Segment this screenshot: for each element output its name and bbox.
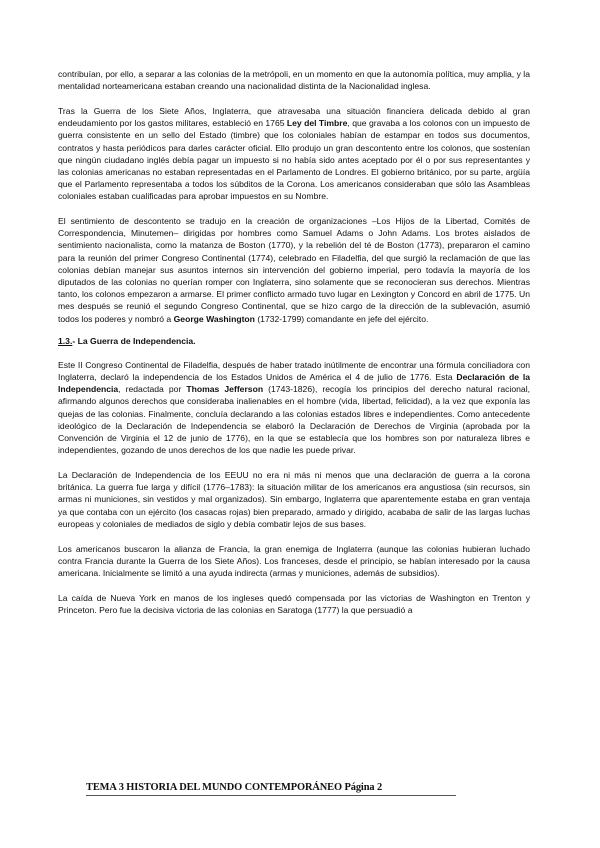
paragraph-4-text-c: , redactada por xyxy=(118,384,187,395)
page-footer: TEMA 3 HISTORIA DEL MUNDO CONTEMPORÁNEO Página 2 xyxy=(86,782,383,793)
paragraph-2-text-c: , que gravaba a los colonos con un impuesto de guerra consistente en un sello del Estado (timbre) que los coloniales habían de estampar en todos sus documentos, contratos y hasta periódicos para darles carácter oficial. Ello produjo un gran descontento entre los colonos, que sostenían que ningún ciudadano inglés debía pagar un impuesto si no había sido antes aceptado por él o por sus representantes y las colonias americanas no estaban representadas en el Parlamento de Londres. El gobierno británico, por su parte, argüía que el Parlamento representaba a todos los súbditos de la Corona. Los americanos consideraban que sólo las Asambleas coloniales estaban cualificadas para aprobar impuestos en su Nombre. xyxy=(58,118,530,202)
paragraph-3-text-a: El sentimiento de descontento se tradujo en la creación de organizaciones –Los Hijos de la Libertad, Comités de Correspondencia, Minutemen– dirigidas por hombres como Samuel Adams o John Adams. Los brotes aislados de sentimiento nacionalista, como la matanza de Boston (1770), y la rebelión del té de Boston (1773), prepararon el camino para la reunión del primer Congreso Continental (1774), celebrado en Filadelfia, del que surgió la reclamación de que las colonias debían manejar sus asuntos internos sin intervención del gobierno imperial, pero todavía la mayoría de los diputados de las colonias no querían romper con Inglaterra, sino solamente que se reconocieran sus derechos. Mientras tanto, los colonos empezaron a armarse. El primer conflicto armado tuvo lugar en Lexington y Concord en abril de 1775. Un mes después se reunió el segundo Congreso Continental, que se hizo cargo de la dirección de la sublevación, asumió todos los poderes y nombró a xyxy=(58,216,530,324)
section-heading xyxy=(58,335,530,347)
paragraph-1: contribuían, por ello, a separar a las colonias de la metrópoli, en un momento en que la autonomía política, muy amplia, y la mentalidad norteamericana estaban creando una nacionalidad distinta de la Nacionalidad inglesa. xyxy=(58,69,530,92)
section-number: 1.3. xyxy=(58,335,73,346)
paragraph-2 xyxy=(58,105,530,203)
paragraph-5: La Declaración de Independencia de los EEUU no era ni más ni menos que una declaración de guerra a la corona británica. La guerra fue larga y difícil (1776–1783): la situación militar de los americanos era angustiosa (sin recursos, sin armas ni municiones, sin vestidos y mal organizados). Sin embargo, Inglaterra que aparentemente estaba en gran ventaja ya que contaba con un ejército (los casacas rojas) bien preparado, armado y dirigido, acababa de salir de las largas luchas europeas y coloniales de mediados de siglo y debía combatir lejos de sus bases. xyxy=(58,469,530,529)
paragraph-4-text-e: (1743-1826), recogía los principios del derecho natural racional, afirmando algunos derechos que consideraba inalienables en el hombre (vida, libertad, felicidad), a la vez que exponía las quejas de las colonias. Finalmente, concluía declarando a las colonias estados libres e independientes. Como antecedente ideológico de la Declaración de Independencia se elaboró la Declaración de Derechos de Virginia (aprobada por la Convención de Virginia el 12 de junio de 1776), en la que se establecía que los hombres son por naturaleza libres e independientes, gozando de unos derechos de los que nadie les puede privar. xyxy=(58,384,531,456)
ley-del-timbre-term: Ley del Timbre xyxy=(286,118,348,129)
footer-rule xyxy=(86,795,456,796)
thomas-jefferson-term: Thomas Jefferson xyxy=(186,384,264,395)
declaracion-independencia-term: Declaración de la Independencia xyxy=(58,372,530,395)
paragraph-4-text-a: Este II Congreso Continental de Filadelfia, después de haber tratado inútilmente de encontrar una fórmula conciliadora con Inglaterra, declaró la independencia de los Estados Unidos de América el 4 de julio de 1776. Esta xyxy=(58,359,530,383)
paragraph-4 xyxy=(58,359,530,457)
section-title: - La Guerra de Independencia. xyxy=(72,335,196,346)
paragraph-7: La caída de Nueva York en manos de los ingleses quedó compensada por las victorias de Washington en Trenton y Princeton. Pero fue la decisiva victoria de las colonias en Saratoga (1777) la que persuadió a xyxy=(58,592,530,615)
paragraph-6: Los americanos buscaron la alianza de Francia, la gran enemiga de Inglaterra (aunque las colonias hubieran luchado contra Francia durante la Guerra de los Siete Años). Los franceses, desde el principio, se habían interesado por la causa americana. Inicialmente se limitó a una ayuda indirecta (armas y municiones, además de subsidios). xyxy=(58,543,530,578)
george-washington-term: George Washington xyxy=(173,313,255,324)
paragraph-3 xyxy=(58,215,530,325)
paragraph-3-text-c: (1732-1799) comandante en jefe del ejército. xyxy=(254,313,429,324)
paragraph-2-text-a: Tras la Guerra de los Siete Años, Inglaterra, que atravesaba una situación financiera delicada debido al gran endeudamiento por los gastos militares, estableció en 1765 xyxy=(58,105,530,129)
page-body xyxy=(58,68,530,629)
